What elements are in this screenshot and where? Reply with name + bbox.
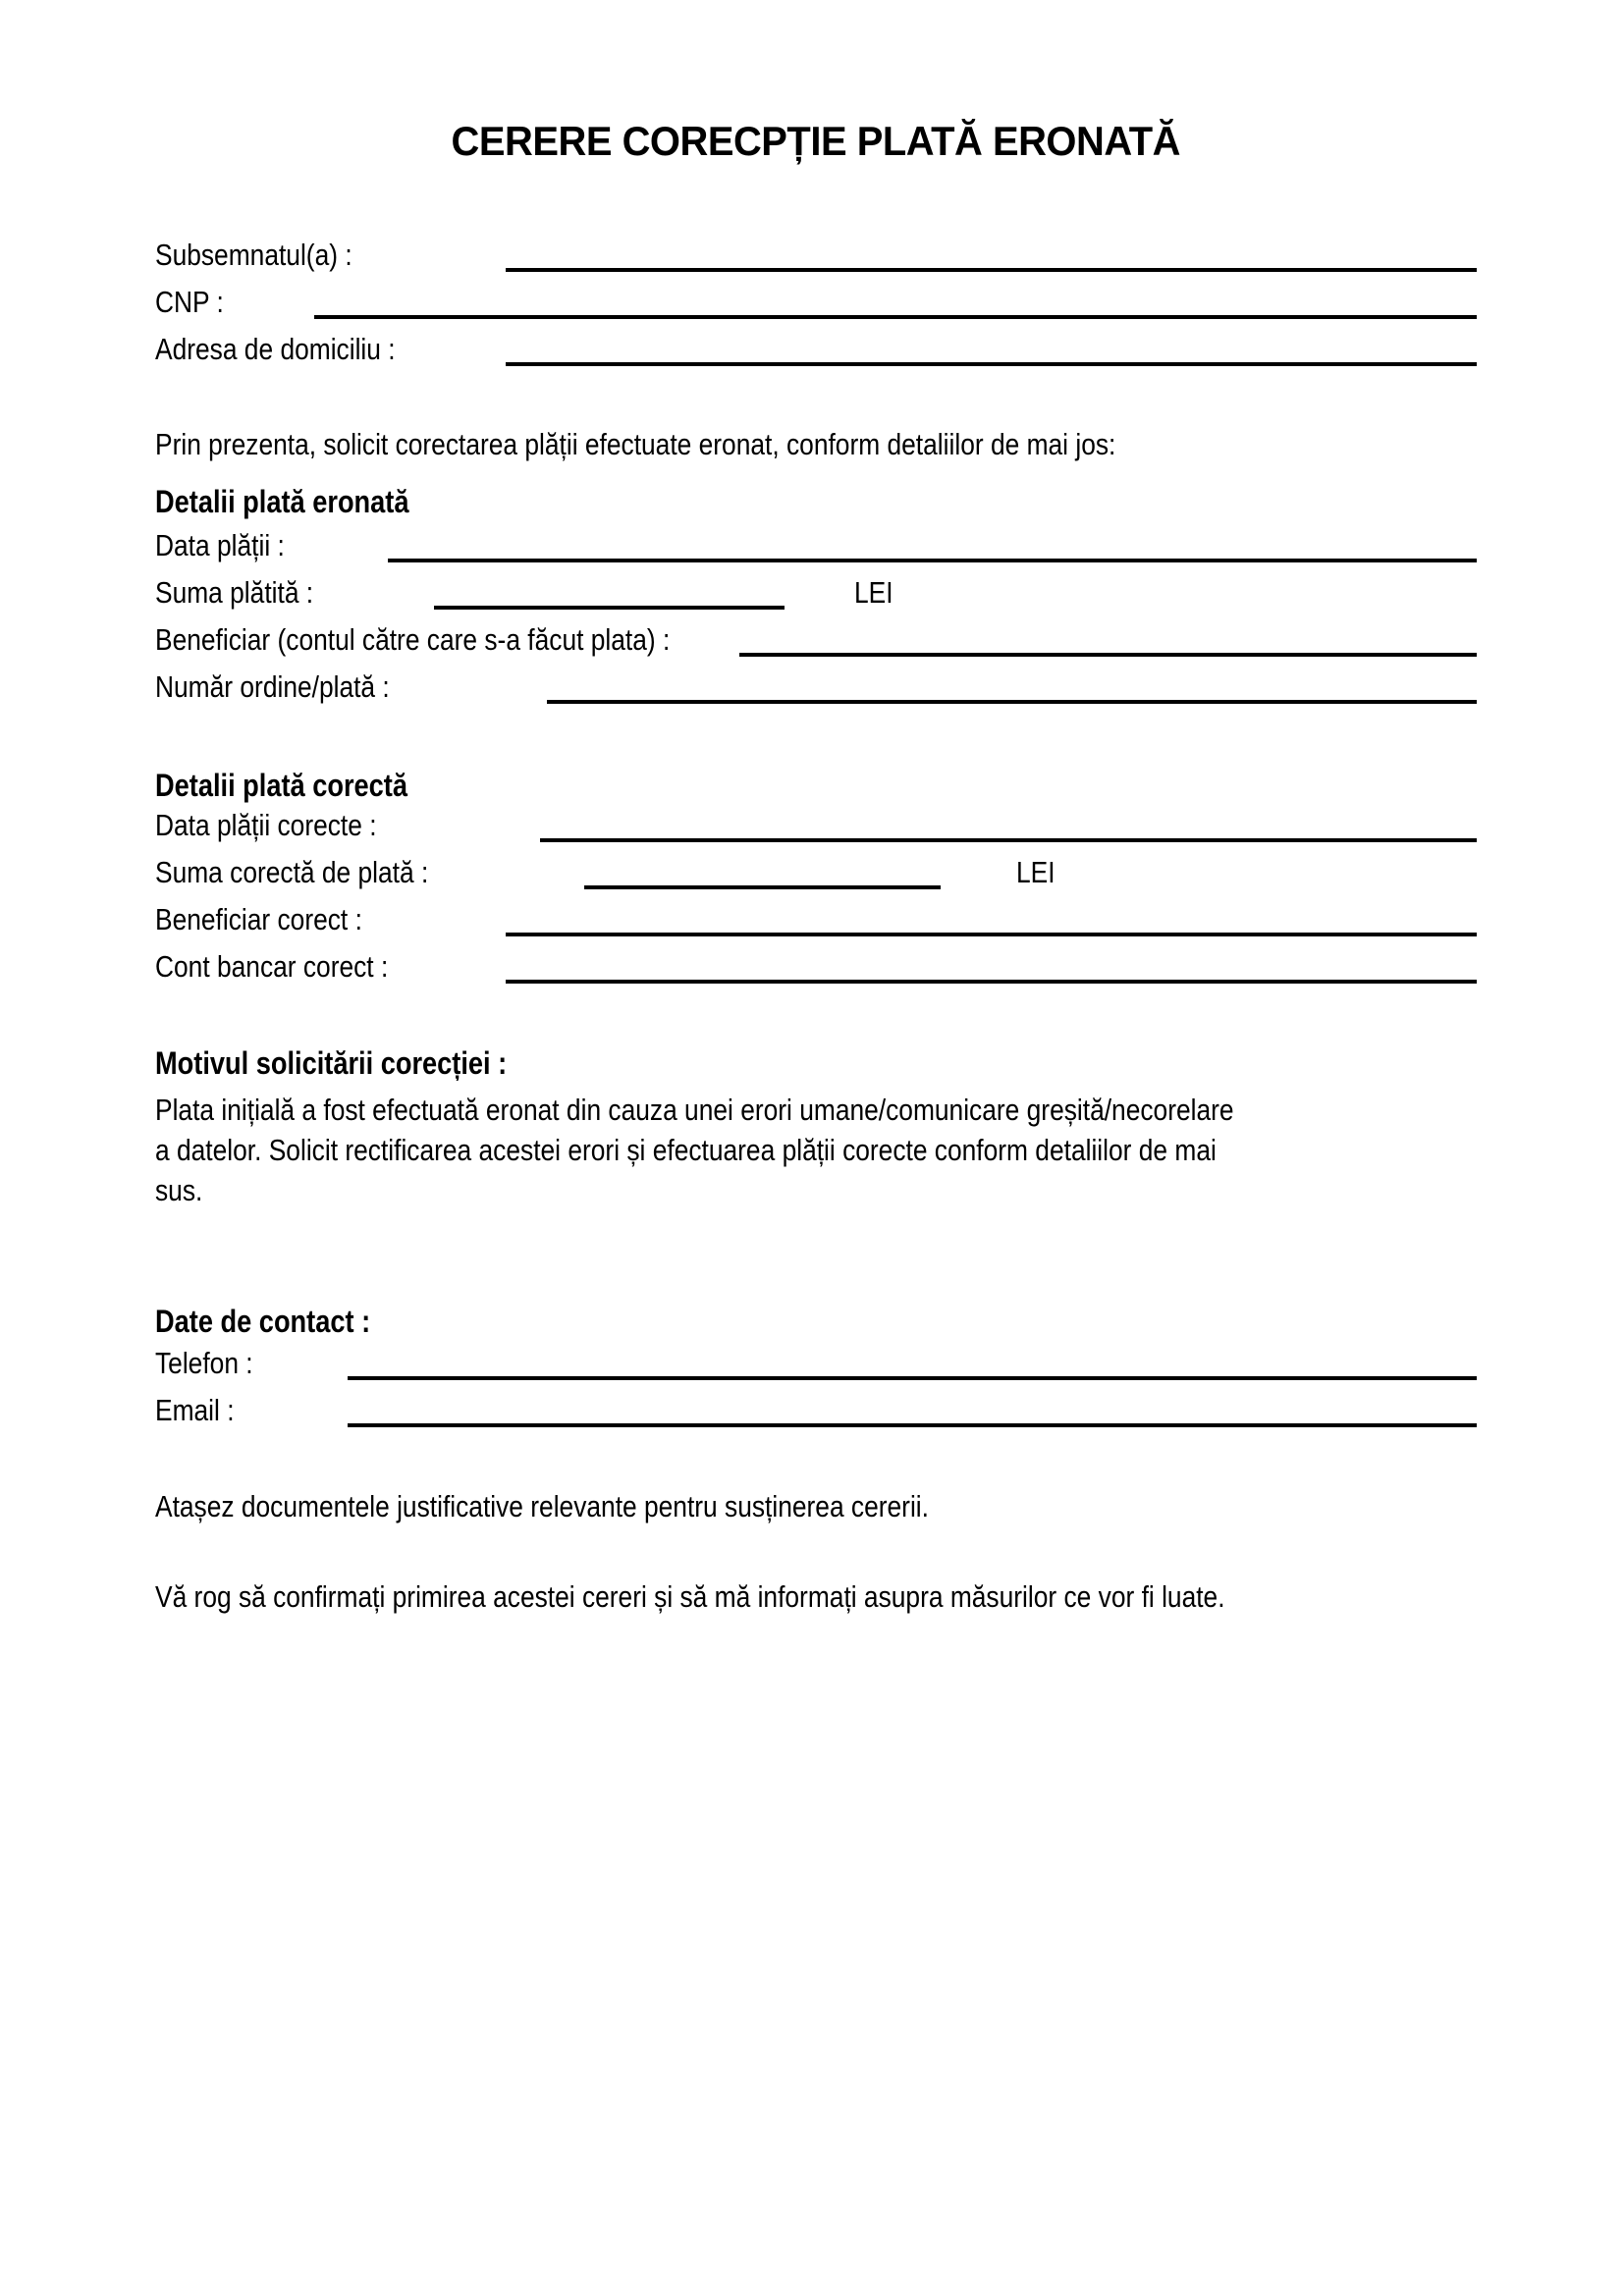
adresa-input-line[interactable] bbox=[506, 362, 1477, 366]
field-data-platii bbox=[155, 530, 1477, 577]
reason-line-3: sus. bbox=[155, 1173, 203, 1207]
field-adresa bbox=[155, 334, 1477, 381]
suma-platita-input-line[interactable] bbox=[434, 606, 785, 610]
beneficiar-label: Beneficiar (contul către care s-a făcut plata) : bbox=[155, 622, 671, 657]
reason-line-2: a datelor. Solicit rectificarea acestei erori și efectuarea plății corecte conform detaliilor de mai bbox=[155, 1133, 1217, 1167]
subsemnatul-label: Subsemnatul(a) : bbox=[155, 238, 352, 272]
heading-motivul-solicitarii: Motivul solicitării corecției : bbox=[155, 1045, 508, 1081]
attachments-paragraph: Atașez documentele justificative relevante pentru susținerea cererii. bbox=[155, 1489, 929, 1523]
cont-bancar-corect-label: Cont bancar corect : bbox=[155, 949, 389, 984]
data-platii-corecte-input-line[interactable] bbox=[540, 838, 1477, 842]
beneficiar-corect-label: Beneficiar corect : bbox=[155, 902, 362, 936]
intro-paragraph: Prin prezenta, solicit corectarea plății efectuate eronat, conform detaliilor de mai jos: bbox=[155, 427, 1116, 461]
data-platii-label: Data plății : bbox=[155, 528, 285, 562]
beneficiar-input-line[interactable] bbox=[739, 653, 1477, 657]
field-beneficiar bbox=[155, 624, 1477, 671]
field-cnp bbox=[155, 287, 1477, 334]
email-input-line[interactable] bbox=[348, 1423, 1477, 1427]
telefon-input-line[interactable] bbox=[348, 1376, 1477, 1380]
field-suma-corecta bbox=[155, 857, 1477, 904]
subsemnatul-input-line[interactable] bbox=[506, 268, 1477, 272]
beneficiar-corect-input-line[interactable] bbox=[506, 933, 1477, 936]
field-suma-platita bbox=[155, 577, 1477, 624]
suma-corecta-label: Suma corectă de plată : bbox=[155, 855, 429, 889]
field-data-platii-corecte bbox=[155, 810, 1477, 857]
suma-corecta-currency: LEI bbox=[1016, 855, 1056, 889]
field-beneficiar-corect bbox=[155, 904, 1477, 951]
heading-detalii-plata-eronata: Detalii plată eronată bbox=[155, 484, 409, 519]
email-label: Email : bbox=[155, 1393, 235, 1427]
cnp-label: CNP : bbox=[155, 285, 224, 319]
data-platii-corecte-label: Data plății corecte : bbox=[155, 808, 377, 842]
data-platii-input-line[interactable] bbox=[388, 559, 1477, 562]
field-numar-ordine bbox=[155, 671, 1477, 719]
telefon-label: Telefon : bbox=[155, 1346, 253, 1380]
confirmation-paragraph: Vă rog să confirmați primirea acestei cereri și să mă informați asupra măsurilor ce vor fi luate. bbox=[155, 1579, 1225, 1614]
reason-paragraph bbox=[155, 1090, 1477, 1210]
field-telefon bbox=[155, 1348, 1477, 1395]
suma-platita-currency: LEI bbox=[854, 575, 893, 610]
suma-corecta-input-line[interactable] bbox=[584, 885, 941, 889]
field-subsemnatul bbox=[155, 240, 1477, 287]
field-cont-bancar-corect bbox=[155, 951, 1477, 998]
cont-bancar-corect-input-line[interactable] bbox=[506, 980, 1477, 984]
page-title-text: CERERE CORECPȚIE PLATĂ ERONATĂ bbox=[451, 118, 1181, 164]
field-email bbox=[155, 1395, 1477, 1442]
page-title bbox=[155, 0, 1477, 166]
reason-line-1: Plata inițială a fost efectuată eronat din cauza unei erori umane/comunicare greșită/necorelare bbox=[155, 1093, 1234, 1127]
numar-ordine-input-line[interactable] bbox=[547, 700, 1477, 704]
heading-detalii-plata-corecta: Detalii plată corectă bbox=[155, 768, 407, 803]
heading-date-de-contact: Date de contact : bbox=[155, 1304, 371, 1339]
adresa-label: Adresa de domiciliu : bbox=[155, 332, 396, 366]
numar-ordine-label: Număr ordine/plată : bbox=[155, 669, 390, 704]
suma-platita-label: Suma plătită : bbox=[155, 575, 314, 610]
cnp-input-line[interactable] bbox=[314, 315, 1477, 319]
